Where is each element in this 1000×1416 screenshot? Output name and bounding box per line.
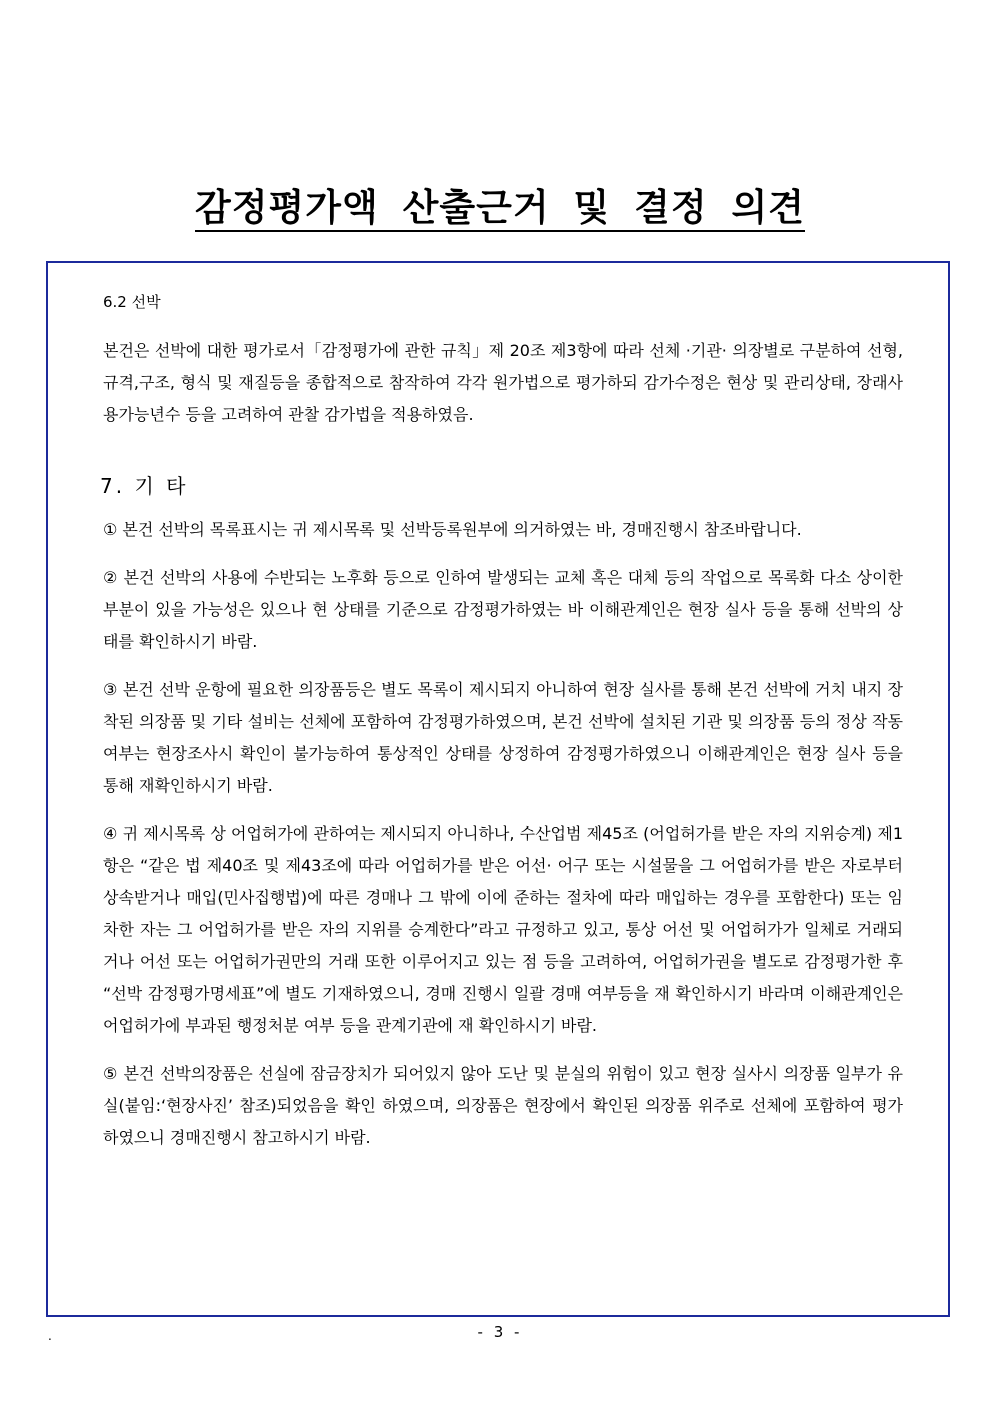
page-title-text: 감정평가액 산출근거 및 결정 의견 [195, 186, 805, 232]
content-box [46, 261, 950, 1317]
page-number: - 3 - [477, 1323, 523, 1341]
section-6-2-heading: 6.2 선박 [103, 293, 161, 311]
footer-mark: . [48, 1329, 52, 1343]
section-6-2-body: 본건은 선박에 대한 평가로서「감정평가에 관한 규칙」제 20조 제3항에 따라 선체 ·기관· 의장별로 구분하여 선형,규격,구조, 형식 및 재질등을 종합적으로 참작하여 각각 원가법으로 평가하되 감가수정은 현상 및 관리상태, 장래사용가능년수 등을 고려하여 관찰 감가법을 적용하였음. [103, 341, 903, 424]
section-7-heading: 7. 기 타 [100, 474, 189, 498]
list-item: ④ 귀 제시목록 상 어업허가에 관하여는 제시되지 아니하나, 수산업범 제45조 (어업허가를 받은 자의 지위승계) 제1항은 “같은 법 제40조 및 제43조에 따라 어업허가를 받은 어선· 어구 또는 시설물을 그 어업허가를 받은 자로부터 상속받거나 매입(민사집행법)에 따른 경매나 그 밖에 이에 준하는 절차에 따라 매입하는 경우를 포함한다) 또는 임차한 자는 그 어업허가를 받은 자의 지위를 승계한다”라고 규정하고 있고, 통상 어선 및 어업허가가 일체로 거래되거나 어선 또는 어업허가권만의 거래 또한 이루어지고 있는 점 등을 고려하여, 어업허가권을 별도로 감정평가한 후 “선박 감정평가명세표”에 별도 기재하였으니, 경매 진행시 일괄 경매 여부등을 재 확인하시기 바라며 이해관계인은 어업허가에 부과된 행정처분 여부 등을 관계기관에 재 확인하시기 바람. [103, 824, 903, 1035]
list-item: ⑤ 본건 선박의장품은 선실에 잠금장치가 되어있지 않아 도난 및 분실의 위험이 있고 현장 실사시 의장품 일부가 유실(붙임:‘현장사진’ 참조)되었음을 확인 하였으며, 의장품은 현장에서 확인된 의장품 위주로 선체에 포함하여 평가하였으니 경매진행시 참고하시기 바람. [103, 1064, 903, 1147]
list-item: ① 본건 선박의 목록표시는 귀 제시목록 및 선박등록원부에 의거하였는 바, 경매진행시 참조바랍니다. [103, 520, 802, 539]
page-title [0, 184, 1000, 232]
content-body [100, 290, 903, 1170]
list-item: ③ 본건 선박 운항에 필요한 의장품등은 별도 목록이 제시되지 아니하여 현장 실사를 통해 본건 선박에 거치 내지 장착된 의장품 및 기타 설비는 선체에 포함하여 감정평가하였으며, 본건 선박에 설치된 기관 및 의장품 등의 정상 작동 여부는 현장조사시 확인이 불가능하여 통상적인 상태를 상정하여 감정평가하였으니 이해관계인은 현장 실사 등을 통해 재확인하시기 바람. [103, 680, 903, 795]
list-item: ② 본건 선박의 사용에 수반되는 노후화 등으로 인하여 발생되는 교체 혹은 대체 등의 작업으로 목록화 다소 상이한 부분이 있을 가능성은 있으나 현 상태를 기준으로 감정평가하였는 바 이해관계인은 현장 실사 등을 통해 선박의 상태를 확인하시기 바람. [103, 568, 903, 651]
